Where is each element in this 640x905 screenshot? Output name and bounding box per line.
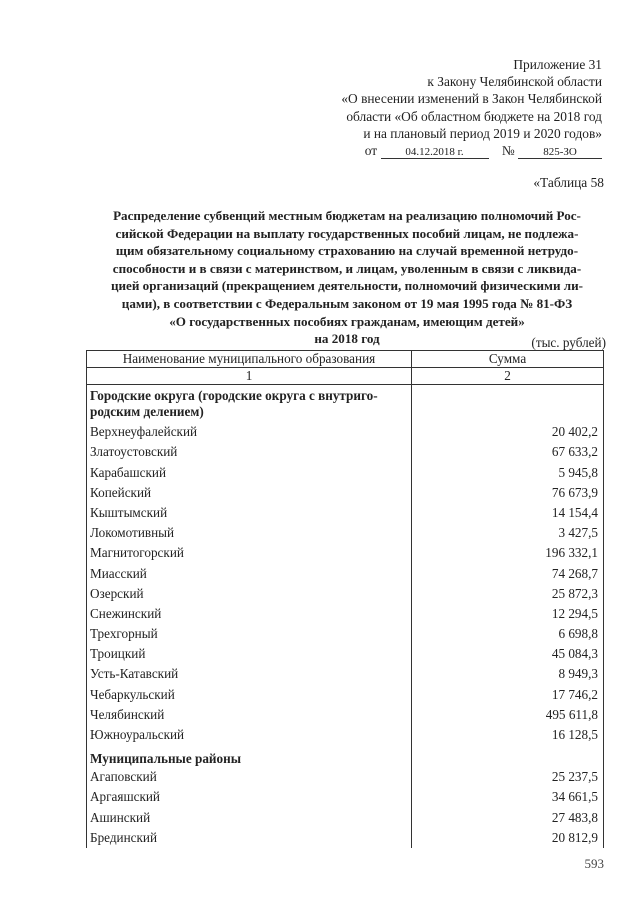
table-row	[87, 828, 604, 848]
table-row	[87, 604, 604, 624]
table-row	[87, 787, 604, 807]
municipality-sum: 3 427,5	[412, 523, 604, 543]
heading-line: цами), в соответствии с Федеральным законом от 19 мая 1995 года № 81-ФЗ	[121, 295, 573, 311]
municipality-sum: 25 237,5	[412, 767, 604, 787]
table-row	[87, 725, 604, 745]
section-row-urban-districts	[87, 385, 604, 423]
section-sum-empty	[412, 385, 604, 423]
table-row	[87, 584, 604, 604]
section-row-municipal-districts	[87, 745, 604, 767]
municipality-name: Брединский	[87, 828, 412, 848]
ot-label: от	[364, 143, 378, 159]
column-header-name: Наименование муниципального образования	[87, 351, 412, 368]
number-label: №	[501, 143, 515, 159]
section-title-municipal-districts: Муниципальные районы	[87, 745, 412, 767]
law-date: 04.12.2018 г.	[381, 146, 489, 159]
column-header-sum: Сумма	[412, 351, 604, 368]
table-row	[87, 523, 604, 543]
appendix-law-ref: к Закону Челябинской области	[427, 74, 602, 90]
municipality-name: Аргаяшский	[87, 787, 412, 807]
subsidies-table	[86, 350, 604, 848]
heading-line: цией организаций (прекращением деятельности, полномочий физическими ли-	[110, 278, 584, 294]
municipality-sum: 27 483,8	[412, 807, 604, 827]
table-reference: «Таблица 58	[533, 175, 604, 190]
municipality-sum: 495 611,8	[412, 705, 604, 725]
municipality-name: Златоустовский	[87, 442, 412, 462]
municipality-name: Агаповский	[87, 767, 412, 787]
heading-line: Распределение субвенций местным бюджетам на реализацию полномочий Рос-	[113, 208, 581, 223]
municipality-name: Магнитогорский	[87, 543, 412, 563]
units-label: (тыс. рублей)	[531, 335, 606, 350]
municipality-sum: 74 268,7	[412, 563, 604, 583]
column-number-1: 1	[87, 368, 412, 385]
municipality-sum: 34 661,5	[412, 787, 604, 807]
municipality-sum: 14 154,4	[412, 503, 604, 523]
heading-line: щим обязательному социальному страхованию на случай временной нетрудо-	[115, 243, 579, 259]
table-row	[87, 705, 604, 725]
appendix-law-name-1: «О внесении изменений в Закон Челябинской	[341, 91, 602, 107]
municipality-sum: 76 673,9	[412, 483, 604, 503]
table-row	[87, 684, 604, 704]
municipality-name: Ашинский	[87, 807, 412, 827]
municipality-sum: 12 294,5	[412, 604, 604, 624]
heading-line: способности и в связи с материнством, и лицам, уволенным в связи с ликвида-	[112, 260, 582, 276]
page-number: 593	[584, 856, 604, 871]
municipality-sum: 67 633,2	[412, 442, 604, 462]
municipality-name: Усть-Катавский	[87, 664, 412, 684]
document-heading	[92, 207, 602, 348]
section-sum-empty	[412, 745, 604, 767]
table-row	[87, 767, 604, 787]
municipality-name: Кыштымский	[87, 503, 412, 523]
table-row	[87, 807, 604, 827]
appendix-date-line	[282, 142, 602, 159]
table-row	[87, 543, 604, 563]
table-row	[87, 462, 604, 482]
table-row	[87, 644, 604, 664]
section-title-urban-districts: Городские округа (городские округа с внутриго- родским делением)	[87, 385, 412, 423]
appendix-law-name-2: области «Об областном бюджете на 2018 год	[346, 108, 602, 124]
municipality-sum: 8 949,3	[412, 664, 604, 684]
municipality-sum: 6 698,8	[412, 624, 604, 644]
municipality-sum: 17 746,2	[412, 684, 604, 704]
municipality-sum: 20 812,9	[412, 828, 604, 848]
table-row	[87, 442, 604, 462]
municipality-sum: 25 872,3	[412, 584, 604, 604]
table-row	[87, 483, 604, 503]
municipality-name: Трехгорный	[87, 624, 412, 644]
heading-line: «О государственных пособиях гражданам, имеющим детей»	[169, 313, 525, 329]
municipality-name: Снежинский	[87, 604, 412, 624]
municipality-name: Чебаркульский	[87, 684, 412, 704]
heading-line: сийской Федерации на выплату государственных пособий лицам, не подлежа-	[115, 225, 579, 241]
municipality-name: Копейский	[87, 483, 412, 503]
appendix-title: Приложение 31	[513, 57, 602, 72]
municipality-name: Челябинский	[87, 705, 412, 725]
municipality-sum: 16 128,5	[412, 725, 604, 745]
table-row	[87, 624, 604, 644]
municipality-name: Локомотивный	[87, 523, 412, 543]
municipality-name: Верхнеуфалейский	[87, 422, 412, 442]
municipality-name: Миасский	[87, 563, 412, 583]
heading-line: на 2018 год	[314, 331, 380, 347]
table-row	[87, 664, 604, 684]
municipality-name: Троицкий	[87, 644, 412, 664]
table-row	[87, 422, 604, 442]
appendix-header	[282, 56, 602, 159]
table-number-row	[87, 368, 604, 385]
column-number-2: 2	[412, 368, 604, 385]
table-row	[87, 563, 604, 583]
table-header-row	[87, 351, 604, 368]
municipality-name: Южноуральский	[87, 725, 412, 745]
table-row	[87, 503, 604, 523]
appendix-law-name-3: и на плановый период 2019 и 2020 годов»	[363, 125, 602, 141]
municipality-sum: 5 945,8	[412, 462, 604, 482]
municipality-name: Озерский	[87, 584, 412, 604]
municipality-name: Карабашский	[87, 462, 412, 482]
municipality-sum: 45 084,3	[412, 644, 604, 664]
municipality-sum: 196 332,1	[412, 543, 604, 563]
law-number: 825-ЗО	[518, 146, 602, 159]
municipality-sum: 20 402,2	[412, 422, 604, 442]
